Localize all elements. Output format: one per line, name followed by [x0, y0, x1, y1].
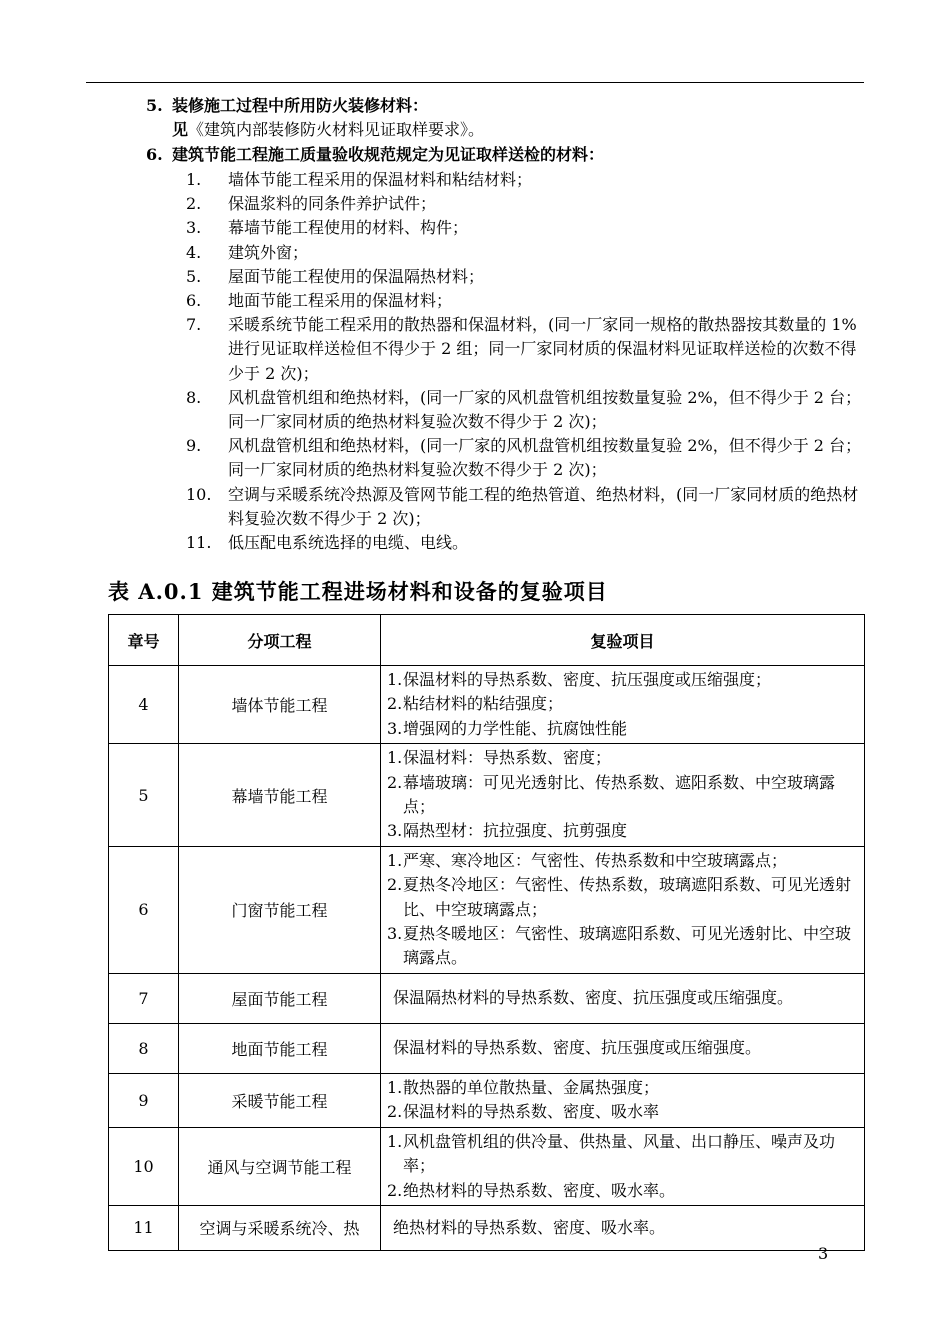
- list-item: [186, 386, 866, 434]
- list-item-number: 2.: [186, 194, 202, 214]
- list-item-text: 低压配电系统选择的电缆、电线。: [228, 533, 469, 553]
- subproject-cell: 通风与空调节能工程: [179, 1127, 381, 1205]
- header-rule: [86, 82, 864, 83]
- see-prefix: 见: [172, 120, 189, 139]
- section-number: 5.: [146, 96, 163, 115]
- table-row: [109, 744, 865, 847]
- chapter-cell: 4: [109, 666, 179, 744]
- retest-items-cell: [381, 846, 865, 973]
- list-item-number: 8.: [186, 387, 202, 407]
- see-reference-text: 《建筑内部装修防火材料见证取样要求》。: [188, 120, 485, 139]
- header-subproject: 分项工程: [179, 615, 381, 666]
- section-5-heading: [146, 94, 428, 118]
- chapter-cell: 5: [109, 744, 179, 847]
- list-item-number: 4.: [186, 242, 202, 262]
- subproject-cell: 墙体节能工程: [179, 666, 381, 744]
- retest-text: 保温材料的导热系数、密度、抗压强度或压缩强度。: [393, 1038, 762, 1058]
- list-item: [186, 313, 866, 386]
- retest-line: 1. 保温材料的导热系数、密度、抗压强度或压缩强度；: [387, 670, 772, 689]
- list-item: [186, 483, 866, 531]
- retest-line: 3. 增强网的力学性能、抗腐蚀性能: [387, 718, 628, 738]
- list-item: [186, 192, 866, 216]
- list-item-number: 7.: [186, 315, 202, 335]
- list-item-text: 风机盘管机组和绝热材料，(同一厂家的风机盘管机组按数量复验 2%，但不得少于 2 台；同一厂家同材质的绝热材料复验次数不得少于 2 次)；: [228, 436, 862, 480]
- list-item-number: 3.: [186, 218, 202, 238]
- section-title: 装修施工过程中所用防火装修材料：: [172, 96, 429, 115]
- section-6-heading: [146, 143, 604, 167]
- retest-items-cell: [381, 1073, 865, 1127]
- list-item: [186, 265, 866, 289]
- table-row: [109, 1127, 865, 1205]
- table-row: [109, 1205, 865, 1250]
- list-item-text: 空调与采暖系统冷热源及管网节能工程的绝热管道、绝热材料，(同一厂家同材质的绝热材料复验次数不得少于 2 次)；: [228, 484, 859, 528]
- subproject-cell: 地面节能工程: [179, 1023, 381, 1073]
- table-row: [109, 666, 865, 744]
- retest-line: 2. 保温材料的导热系数、密度、吸水率: [387, 1102, 660, 1122]
- section-number: 6.: [146, 145, 163, 164]
- list-item: [186, 434, 866, 482]
- retest-items-cell: [381, 1127, 865, 1205]
- list-item-text: 建筑外窗；: [228, 242, 309, 262]
- header-retest-items: 复验项目: [381, 615, 865, 666]
- retest-items-cell: [381, 973, 865, 1023]
- list-item: [186, 241, 866, 265]
- table-row: [109, 1023, 865, 1073]
- retest-text: 绝热材料的导热系数、密度、吸水率。: [393, 1217, 666, 1237]
- table-row: [109, 846, 865, 973]
- material-list: [186, 168, 866, 555]
- subproject-cell: 屋面节能工程: [179, 973, 381, 1023]
- table-row: [109, 973, 865, 1023]
- page-number: 3: [818, 1244, 829, 1263]
- retest-line: 1. 散热器的单位散热量、金属热强度；: [387, 1077, 660, 1097]
- list-item: [186, 289, 866, 313]
- list-item-text: 风机盘管机组和绝热材料，(同一厂家的风机盘管机组按数量复验 2%，但不得少于 2 台；同一厂家同材质的绝热材料复验次数不得少于 2 次)；: [228, 387, 862, 432]
- subproject-cell: 空调与采暖系统冷、热: [179, 1205, 381, 1250]
- list-item: [186, 168, 866, 192]
- see-reference-line: [172, 118, 484, 142]
- retest-line: 3. 夏热冬暖地区：气密性、玻璃遮阳系数、可见光透射比、中空玻璃露点。: [387, 924, 852, 968]
- chapter-cell: 11: [109, 1205, 179, 1250]
- retest-text: 保温隔热材料的导热系数、密度、抗压强度或压缩强度。: [393, 988, 794, 1008]
- section-title: 建筑节能工程施工质量验收规范规定为见证取样送检的材料：: [172, 145, 605, 164]
- list-item-number: 9.: [186, 436, 202, 456]
- list-item: [186, 531, 866, 555]
- chapter-cell: 10: [109, 1127, 179, 1205]
- list-item-text: 幕墙节能工程使用的材料、构件；: [228, 218, 469, 238]
- header-chapter: 章号: [109, 615, 179, 666]
- retest-line: 1. 保温材料：导热系数、密度；: [387, 748, 612, 768]
- retest-line: 1. 严寒、寒冷地区：气密性、传热系数和中空玻璃露点；: [387, 850, 788, 870]
- chapter-cell: 6: [109, 846, 179, 973]
- subproject-cell: 幕墙节能工程: [179, 744, 381, 847]
- list-item-text: 地面节能工程采用的保温材料；: [228, 291, 453, 311]
- retest-items-cell: [381, 666, 865, 744]
- list-item-number: 6.: [186, 291, 202, 311]
- table-header-row: [109, 615, 865, 666]
- subproject-cell: 门窗节能工程: [179, 846, 381, 973]
- table-title: 表 A.0.1 建筑节能工程进场材料和设备的复验项目: [108, 579, 608, 604]
- list-item-number: 5.: [186, 266, 202, 286]
- list-item-number: 10.: [186, 484, 212, 504]
- list-item-number: 11.: [186, 533, 212, 553]
- retest-items-cell: [381, 744, 865, 847]
- chapter-cell: 9: [109, 1073, 179, 1127]
- retest-line: 1. 风机盘管机组的供冷量、供热量、风量、出口静压、噪声及功率；: [387, 1131, 836, 1176]
- list-item-text: 采暖系统节能工程采用的散热器和保温材料，(同一厂家同一规格的散热器按其数量的 1%进行见证取样送检但不得少于 2 组；同一厂家同材质的保温材料见证取样送检的次数不得少于 2 次)；: [228, 315, 857, 383]
- subproject-cell: 采暖节能工程: [179, 1073, 381, 1127]
- chapter-cell: 8: [109, 1023, 179, 1073]
- retest-line: 2. 幕墙玻璃：可见光透射比、传热系数、遮阳系数、中空玻璃露点；: [387, 772, 836, 817]
- list-item-text: 墙体节能工程采用的保温材料和粘结材料；: [228, 170, 533, 189]
- retest-line: 2. 夏热冬冷地区：气密性、传热系数，玻璃遮阳系数、可见光透射比、中空玻璃露点；: [387, 875, 852, 919]
- retest-items-table: [108, 614, 865, 1251]
- retest-items-cell: [381, 1205, 865, 1250]
- retest-line: 2. 粘结材料的粘结强度；: [387, 694, 564, 714]
- retest-line: 2. 绝热材料的导热系数、密度、吸水率。: [387, 1180, 676, 1200]
- retest-line: 3. 隔热型材：抗拉强度、抗剪强度: [387, 821, 628, 841]
- retest-items-cell: [381, 1023, 865, 1073]
- list-item-number: 1.: [186, 170, 202, 189]
- chapter-cell: 7: [109, 973, 179, 1023]
- list-item: [186, 216, 866, 240]
- table-row: [109, 1073, 865, 1127]
- list-item-text: 屋面节能工程使用的保温隔热材料；: [228, 266, 485, 286]
- list-item-text: 保温浆料的同条件养护试件；: [228, 194, 437, 214]
